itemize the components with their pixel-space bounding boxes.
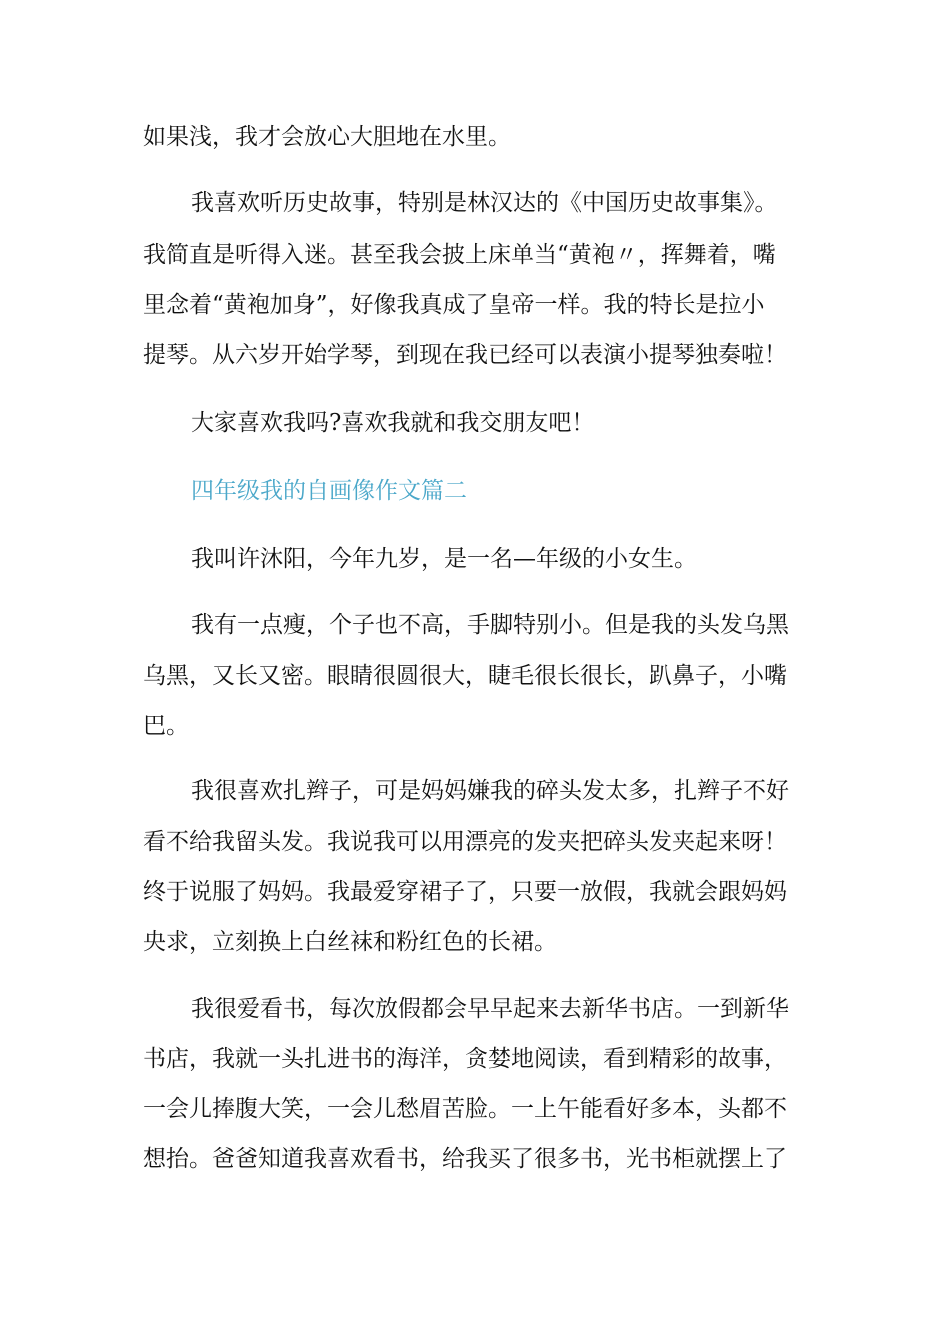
paragraph-line: 如果浅，我才会放心大胆地在水里。 [143, 124, 511, 150]
paragraph-line: 巴。 [143, 713, 189, 739]
paragraph-line: 我很爱看书，每次放假都会早早起来去新华书店。一到新华 [191, 996, 789, 1022]
paragraph-line: 我很喜欢扎辫子，可是妈妈嫌我的碎头发太多，扎辫子不好 [191, 778, 789, 804]
paragraph-line: 终于说服了妈妈。我最爱穿裙子了，只要一放假，我就会跟妈妈 [143, 879, 787, 905]
paragraph-line: 提琴。从六岁开始学琴，到现在我已经可以表演小提琴独奏啦！ [143, 342, 787, 368]
section-heading: 四年级我的自画像作文篇二 [191, 478, 467, 504]
paragraph-line: 我有一点瘦，个子也不高，手脚特别小。但是我的头发乌黑 [191, 612, 789, 638]
paragraph-line: 书店，我就一头扎进书的海洋，贪婪地阅读，看到精彩的故事， [143, 1046, 787, 1072]
paragraph-line: 我简直是听得入迷。甚至我会披上床单当“黄袍〃，挥舞着，嘴 [143, 242, 776, 268]
paragraph-line: 我喜欢听历史故事，特别是林汉达的《中国历史故事集》。 [191, 190, 778, 216]
paragraph-line: 我叫许沐阳，今年九岁，是一名—年级的小女生。 [191, 546, 697, 572]
paragraph-line: 看不给我留头发。我说我可以用漂亮的发夹把碎头发夹起来呀！ [143, 829, 787, 855]
paragraph-line: 乌黑，又长又密。眼睛很圆很大，睫毛很长很长，趴鼻子，小嘴 [143, 663, 787, 689]
paragraph-line: 一会儿捧腹大笑，一会儿愁眉苦脸。一上午能看好多本，头都不 [143, 1096, 787, 1122]
paragraph-line: 想抬。爸爸知道我喜欢看书，给我买了很多书，光书柜就摆上了 [143, 1146, 787, 1172]
paragraph-line: 大家喜欢我吗?喜欢我就和我交朋友吧！ [191, 410, 595, 436]
paragraph-line: 央求，立刻换上白丝袜和粉红色的长裙。 [143, 929, 557, 955]
paragraph-line: 里念着“黄袍加身”，好像我真成了皇帝一样。我的特长是拉小 [143, 292, 765, 318]
